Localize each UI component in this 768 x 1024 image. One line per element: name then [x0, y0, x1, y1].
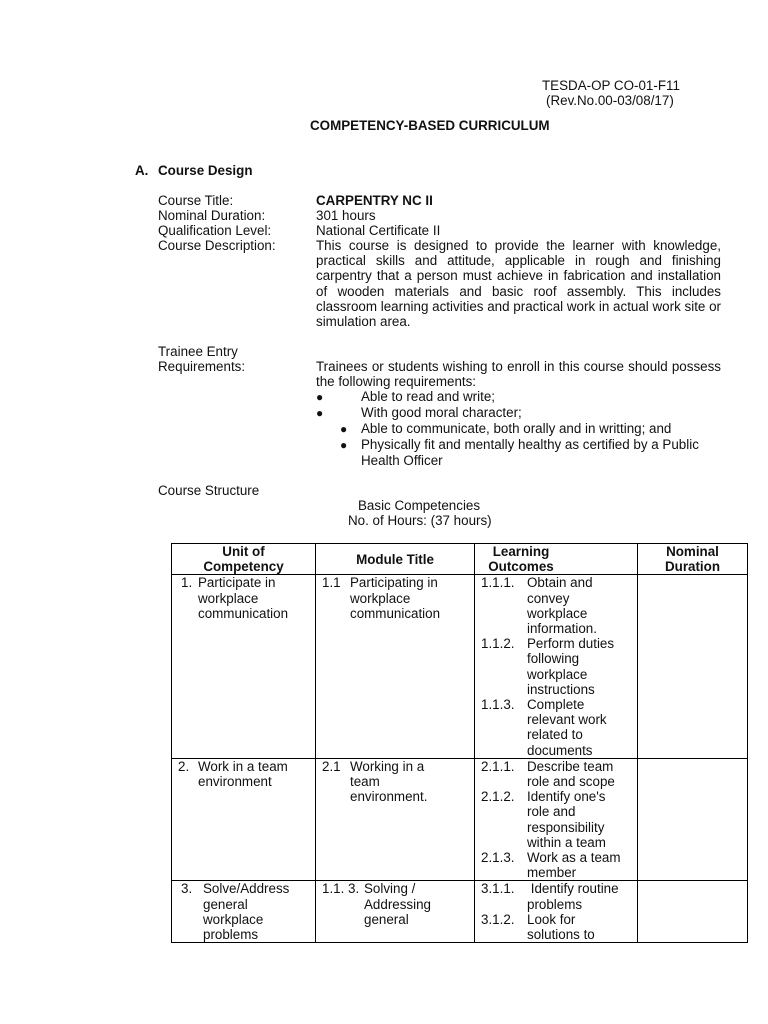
course-title-value: CARPENTRY NC II	[316, 193, 433, 208]
outcomes-cell	[475, 881, 638, 943]
course-title-label: Course Title:	[158, 193, 234, 208]
unit-cell: 2. Work in a team environment	[172, 758, 316, 881]
table-row	[172, 881, 748, 943]
duration-cell	[638, 575, 748, 758]
list-item: 2.1.1. Describe team role and scope	[481, 758, 615, 790]
bullet-icon: ●	[316, 390, 324, 404]
unit-cell: 3. Solve/Address general workplace problems	[172, 881, 316, 943]
trainee-entry-label-line2: Requirements:	[158, 359, 246, 374]
list-item: ● Physically fit and mentally healthy as certified by a Public Health Officer	[340, 437, 699, 468]
list-item: 1.1.3. Complete relevant work related to documents	[481, 697, 607, 758]
qualification-level-label: Qualification Level:	[158, 223, 272, 238]
list-item: ● With good moral character;	[316, 405, 522, 420]
course-description-label: Course Description:	[158, 238, 276, 253]
section-letter: A.	[135, 163, 149, 178]
bullet-icon: ●	[316, 406, 324, 420]
trainee-entry-label-line1: Trainee Entry	[158, 344, 238, 359]
unit-cell: 1. Participate in workplace communication	[172, 575, 316, 758]
requirements-list	[316, 389, 726, 469]
basic-competencies-title: Basic Competencies	[358, 498, 481, 513]
table-header-row	[172, 544, 748, 575]
module-cell: 2.1 Working in a team environment.	[316, 758, 475, 881]
list-item: ● Able to read and write;	[316, 389, 495, 404]
header-nominal-duration: Nominal Duration	[638, 544, 748, 575]
qualification-level-value: National Certificate II	[316, 223, 441, 238]
revision-number: (Rev.No.00-03/08/17)	[546, 93, 674, 108]
list-item: 1.1.1. Obtain and convey workplace information.	[481, 575, 597, 637]
outcomes-cell	[475, 758, 638, 881]
bullet-icon: ●	[340, 438, 348, 452]
course-structure-label: Course Structure	[158, 483, 260, 498]
list-item: 2.1.2. Identify one's role and responsibility within a team	[481, 789, 606, 850]
list-item: 1.1.2. Perform duties following workplace instructions	[481, 636, 615, 697]
list-item: 3.1.2. Look for solutions to	[481, 911, 595, 943]
module-cell: 1.1. 3. Solving / Addressing general	[316, 881, 475, 943]
nominal-duration-label: Nominal Duration:	[158, 208, 266, 223]
duration-cell	[638, 881, 748, 943]
bullet-icon: ●	[340, 422, 348, 436]
header-unit-of-competency: Unit of Competency	[172, 544, 316, 575]
form-code: TESDA-OP CO-01-F11	[542, 78, 680, 93]
hours-subtitle: No. of Hours: (37 hours)	[348, 513, 492, 528]
section-title: Course Design	[158, 163, 253, 178]
list-item: 2.1.3. Work as a team member	[481, 850, 621, 881]
header-module-title: Module Title	[316, 544, 475, 575]
competency-table	[171, 543, 748, 943]
course-description-value: This course is designed to provide the learner with knowledge, practical skills and attitude, applicable in rough and finishing carpentry that a person must achieve in fabrication and installation of wooden materials and basic roof assembly. This includes classroom learning activities and practical work in actual work site or simulation area.	[316, 238, 721, 330]
nominal-duration-value: 301 hours	[316, 208, 376, 223]
trainee-entry-intro: Trainees or students wishing to enroll in this course should possess the following requirements:	[316, 359, 721, 390]
table-row	[172, 758, 748, 881]
page-title: COMPETENCY-BASED CURRICULUM	[310, 118, 550, 133]
table-row	[172, 575, 748, 758]
header-learning-outcomes: Learning Outcomes	[475, 544, 638, 575]
list-item: 3.1.1. Identify routine problems	[481, 881, 623, 912]
duration-cell	[638, 758, 748, 881]
outcomes-cell	[475, 575, 638, 758]
list-item: ● Able to communicate, both orally and in writting; and	[340, 421, 672, 436]
module-cell: 1.1 Participating in workplace communication	[316, 575, 475, 758]
section-heading	[135, 163, 253, 178]
